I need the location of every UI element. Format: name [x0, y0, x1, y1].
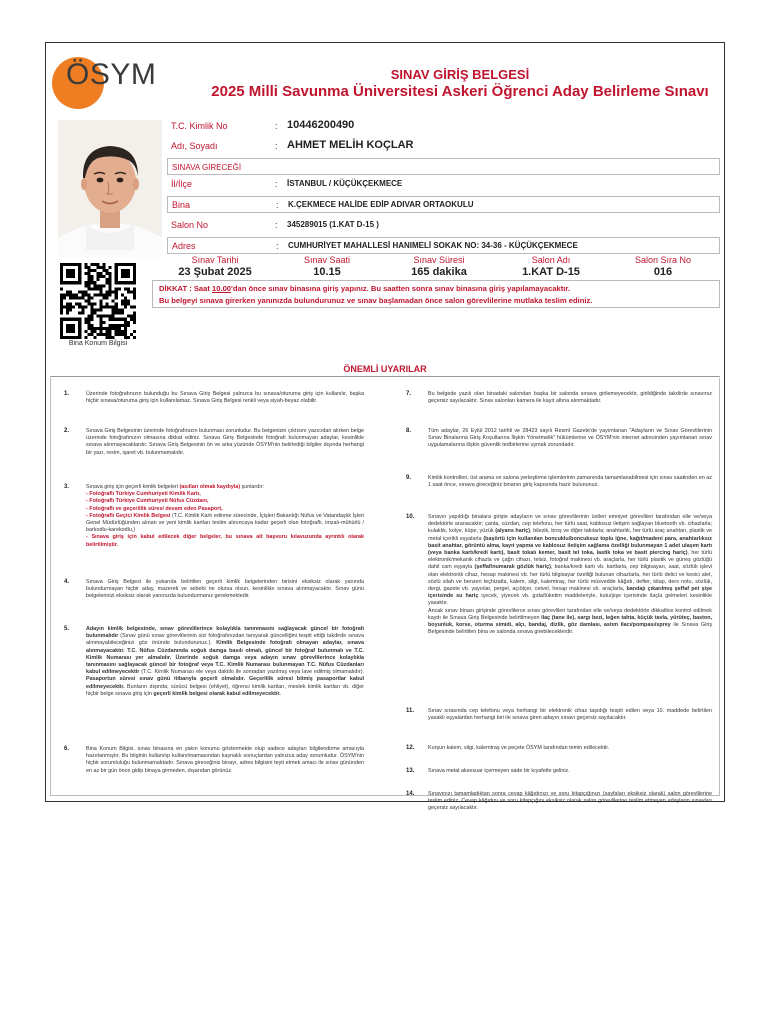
venue-section-heading: SINAVA GİRECEĞİ	[167, 158, 720, 175]
address-colon: :	[276, 241, 279, 251]
exam-date-value: 23 Şubat 2025	[178, 266, 252, 278]
city-value: İSTANBUL / KÜÇÜKÇEKMECE	[287, 179, 403, 188]
room-colon: :	[275, 220, 278, 230]
id-docs-note: (asılları olmak kaydıyla)	[179, 484, 241, 490]
attention-time: 10.00	[212, 284, 232, 293]
warning-text-plain: içecek, yiyecek vb. gıda/tüketim maddeleriyle, kutu/şişe içerisinde ilaçla gelmeleri kesinlikle yasaktır. Ancak sınav binası girişinde görevlilerce sınav görevlileri tarafından elle ve/veya dedektörle dikkatlice kontrol edilmek kaydı ile Sınava Giriş Belgesinde belirtilmeyen	[428, 593, 712, 621]
exam-duration-value: 165 dakika	[411, 266, 467, 278]
document-title: SINAV GİRİŞ BELGESİ	[390, 67, 530, 82]
warning-number: 9.	[406, 475, 412, 481]
warning-text-bold: Kimlik Belgesinde fotoğrafı olmayan adaylar, sınava alınmayacaktır. T.C. Nüfus Cüzdanında soğuk damga basılı olmalı, güncel bir fotoğraf bulunmalı ve T.C. Kimlik Numarası yer almalıdır. Üzerinde soğuk damga veya adayın sınav görevlilerince kolaylıkla tanınmasını sağlayacak güncel bir fotoğraf veya T.C. Kimlik Numarası bulunmayan T.C. Nüfus Cüzdanları kabul edilmeyecektir	[86, 640, 365, 676]
warning-text-bold: ilaç (tane ile), sargı bezi, leğen tahta, küçük tavla, yürüteç, baston, boyunluk, korse, oturma simidi, alçı, bandaj, dizlik, göz damlası, astım ilacı/pompası/sprey	[428, 614, 712, 629]
seat-number-value: 016	[653, 266, 673, 278]
warning-text	[428, 514, 712, 636]
exam-time	[272, 255, 382, 278]
attention-line-1	[159, 283, 713, 295]
warning-text-plain: Sınavın yapıldığı binalara girişte adayların ve sınav görevlilerinin üstleri emniyet görevlileri tarafından elle ve/veya dedektörle aranacaktır; çanta, cüzdan, cep telefonu, her türlü saat, kablosuz iletişim sağlayan bluetooth vb. cihazlarla; kulaklık, kolye, küpe, yüzük	[428, 514, 712, 535]
warning-text: Sınava Giriş Belgesinin üzerinde fotoğrafınızın bulunması zorunludur. Bu belgenizin çıktısını yazıcıdan alırken belge üzerinde fotoğrafınızın olmasına dikkat ediniz. Sınava Giriş Belgesinde fotoğrafı bulunmayan adaylar, kesinlikle sınava alınmayacaklardır. Sınava Giriş Belgesinin ön ve arka yüzünde ÖSYM'nin belirlediği bilgiler dışında herhangi bir yazı, resim, işaret vb. bulunmamalıdır.	[86, 428, 364, 456]
city-row	[167, 176, 720, 193]
tc-row	[167, 118, 720, 135]
warning-text: Üzerinde fotoğrafınızın bulunduğu bu Sınava Giriş Belgesi yalnızca bu sınava/oturuma giriş için kullanılır, başka hiçbir sınava/oturuma giriş için kullanılamaz. Sınava Giriş Belgesi renkli veya siyah-beyaz olabilir.	[86, 391, 364, 405]
warning-number: 13.	[406, 768, 415, 774]
exam-date-label: Sınav Tarihi	[191, 255, 239, 265]
warning-text: Sınava metal aksesuar içermeyen sade bir kıyafetle geliniz.	[428, 768, 570, 774]
warning-text-plain: , banka/kredi kartı vb. kartlarla, cep bilgisayarı, saat, sözlük işlevi olan elektronik cihaz, hesap makinesi vb. her türlü bilgisayar özelliği bulunan cihazlarla, her türlü delici ve kesici alet, sözlü silah ve benzeri teçhizatla, kalem, silgi, kalemtraş, her türlü müsvedde kâğıdı, defter, kitap, ders notu, sözlük, dergi, gazete vb. yayınlar, pergel, açıölçer, cetvel, hesap makinesi vb. araçlarla,	[428, 564, 712, 593]
address-row	[167, 237, 720, 254]
warning-text-bold: Adayın kimlik belgesinde, sınav görevlilerince kolaylıkla tanınmasını sağlayacak güncel bir fotoğrafı bulunmalıdır	[86, 626, 364, 640]
name-value: AHMET MELİH KOÇLAR	[287, 139, 414, 151]
warning-text	[86, 626, 364, 698]
seat-number-label: Salon Sıra No	[634, 255, 692, 265]
city-colon: :	[275, 179, 278, 189]
id-doc-item: - Fotoğraflı Türkiye Cumhuriyeti Kimlik Kartı,	[86, 491, 201, 498]
warning-number: 8.	[406, 428, 412, 434]
warning-text-bold: (şeffaf/numaralı gözlük hariç)	[474, 564, 551, 571]
warning-text: Sınavınızı tamamladıktan sonra cevap kâğıdınızı ve soru kitapçığınızı (sayfaları eksiksiz olarak) salon görevlilerine teslim ediniz. Cevap kâğıdını ve soru kitapçığını eksiksiz olarak salon görevlilerine teslim etmeyen adayların sınavları geçersiz sayılacaktır.	[428, 791, 712, 812]
warning-text: Kurşun kalem, silgi, kalemtraş ve peçete ÖSYM tarafından temin edilecektir.	[428, 745, 610, 751]
warning-text: Tüm adaylar, 26 Eylül 2012 tarihli ve 28423 sayılı Resmî Gazete'de yayımlanan "Adayların ve Sınav Görevlilerinin Sınav Binalarına Giriş Koşullarına İlişkin Yönetmelik" hükümlerine ve ÖSYM'nin internet adresinden yayımlanan sınav uygulamalarına ilişkin güvenlik tedbirlerine uymak zorundadır.	[428, 428, 712, 449]
warnings-title: ÖNEMLİ UYARILAR	[343, 364, 427, 374]
room-name	[496, 255, 606, 278]
warning-text	[86, 484, 364, 549]
warning-text: Sınav sırasında cep telefonu veya herhangi bir elektronik cihaz taşıdığı tespit edilen veya 10. maddede belirtilen yasaklı eşyalardan herhangi biri ile sınava giren adayın sınavı geçersiz sayılacaktır.	[428, 708, 712, 722]
warning-text: Bina Konum Bilgisi, sınav binasına en yakın konumu göstermekte olup sadece adayları bilgilendirme amacıyla hazırlanmıştır. Bu bilginin kullanılıp kullanılmamasından kaynaklı sonuçlardan yalnızca aday sorumludur. ÖSYM'nin hiçbir sorumluluğu bulunmamaktadır. Sınava gireceğiniz binayı, adres bilgisini teyit etmek amacı ile sınav gününden en az bir gün önce gidip binaya girmeden, dışarıdan görünüz.	[86, 746, 364, 774]
city-label: İl/İlçe	[171, 179, 193, 189]
warning-number: 3.	[64, 484, 70, 490]
exam-name: 2025 Milli Savunma Üniversitesi Askeri Öğrenci Aday Belirleme Sınavı	[211, 83, 709, 100]
id-doc-item: - Fotoğraflı Geçici Kimlik Belgesi	[86, 512, 171, 519]
address-value: CUMHURİYET MAHALLESİ HANIMELİ SOKAK NO: 34-36 - KÜÇÜKÇEKMECE	[288, 241, 578, 250]
attention-suffix: 'dan önce sınav binasına giriş yapınız. Bu saatten sonra sınav binasına giriş yapılamayacaktır.	[231, 284, 571, 293]
location-qr-code[interactable]	[58, 263, 138, 339]
tc-value: 10446200490	[287, 119, 355, 131]
warning-text-bold: (başörtü için kullanılan boncuklu/boncuksuz toplu iğne, kağıt/madeni para, anahtarlıksız basit anahtar, görüntü alma, kayıt yapma ve kablosuz iletişim sağlama özelliği bulunmayan 1 adet ulaşım kartı (veya banka kartı/kredi kartı), basit tokalı kemer, basit tel toka, lastik toka ve basit piercing hariç)	[428, 535, 712, 557]
room-name-label: Salon Adı	[531, 255, 571, 265]
warning-number: 10.	[406, 514, 415, 520]
exam-date	[160, 255, 270, 278]
id-doc-item: - Fotoğraflı ve geçerlilik süresi devam eden Pasaport,	[86, 505, 223, 512]
id-doc-item: - Fotoğraflı Türkiye Cumhuriyeti Nüfus Cüzdanı,	[86, 498, 209, 505]
warning-number: 1.	[64, 391, 70, 397]
room-label: Salon No	[171, 220, 209, 230]
warning-text-bold: Pasaportun süresi sınav günü itibarıyla geçerli olmalıdır. Geçerlilik süresi bitmiş pasaportlar kabul edilmeyecektir.	[86, 676, 364, 690]
qr-caption: Bina Konum Bilgisi	[68, 340, 128, 347]
id-docs-lead: Sınava giriş için geçerli kimlik belgeleri	[86, 484, 180, 490]
warning-text: Sınava Giriş Belgesi ile yukarıda belirtilen geçerli kimlik belgelerinden birisini eksiksiz olarak yanında bulundurmayan hiçbir aday, mazereti ve sebebi ne olursa olsun, kesinlikle sınava alınmayacaktır. Sınav günü belgelerinizi eksiksiz olarak yanınızda bulundurmanız gerekmektedir.	[86, 579, 364, 600]
attention-line-2: Bu belgeyi sınava girerken yanınızda bulundurunuz ve sınav başlamadan önce salon görevlilerine mutlaka teslim ediniz.	[159, 296, 593, 305]
name-row	[167, 138, 720, 155]
warning-text-plain: Bunların dışında; sürücü belgesi (ehliyet), öğrenci kimlik kartları, meslek kimlik kartları vb. diğer hiçbir belge sınava giriş için	[86, 683, 364, 697]
candidate-photo	[58, 120, 162, 257]
exam-time-value: 10.15	[313, 266, 341, 278]
building-colon: :	[276, 200, 279, 210]
warning-text-plain: , her türlü elektronik/mekanik cihazla ve çağrı cihazı, telsiz, fotoğraf makinesi vb. araçlarla, her türlü plastik ve güneş gözlüğü dahil cam eşyayla	[428, 550, 712, 571]
id-doc-item-detail: (T.C. Kimlik Kartı edinme sürecinde, İçişleri Bakanlığı Nüfus ve Vatandaşlık İşleri Genel Müdürlüğünden alınan ve yeni kimlik kartları teslim alınıncaya kadar geçerli olan fotoğraflı, imzalı-mühürlü / barkodlu-karekodlu,)	[86, 512, 364, 534]
exam-duration-label: Sınav Süresi	[413, 255, 465, 265]
tc-colon: :	[275, 121, 278, 131]
name-label: Adı, Soyadı	[171, 141, 218, 151]
warning-number: 11.	[406, 708, 415, 714]
name-colon: :	[275, 141, 278, 151]
warning-text-bold: (alyans hariç)	[495, 528, 531, 535]
attention-notice	[152, 280, 720, 308]
room-value: 345289015 (1.KAT D-15 )	[287, 220, 379, 229]
warning-number: 6.	[64, 746, 70, 752]
warning-text-bold: bandajı çıkarılmış şeffaf pet şişe içerisinde su hariç	[428, 586, 712, 600]
osym-logo: ÖSYM	[66, 58, 157, 91]
id-docs-other-note: - Sınava giriş için kabul edilecek diğer belgeler, bu sınava ait başvuru kılavuzunda ayrıntılı olarak belirtilmiştir.	[86, 534, 364, 548]
tc-label: T.C. Kimlik No	[171, 121, 228, 131]
room-row	[167, 217, 720, 234]
warning-text-plain: ile Sınava Giriş Belgesinde belirtilen bina ve salonda sınava girebileceklerdir.	[428, 622, 713, 636]
address-label: Adres	[172, 241, 196, 251]
warning-number: 4.	[64, 579, 70, 585]
exam-duration	[384, 255, 494, 278]
warning-text-plain: (Sınav günü sınav görevlilerinin sizi fotoğrafınızdan tanıyarak güncelliğini tespit ettiği takdirde sınava alınmayabileceğinizi göz önünde bulundurunuz.).	[86, 633, 364, 647]
seat-number	[608, 255, 718, 278]
warning-number: 5.	[64, 626, 70, 632]
building-label: Bina	[172, 200, 191, 210]
id-docs-lead-end: şunlardır:	[240, 484, 264, 490]
warning-text-bold: geçerli kimlik belgesi olarak kabul edilmeyecektir.	[153, 690, 281, 697]
warning-text-plain: , bilezik, broş ve diğer takılarla; anahtarlık, her türlü araç anahtarı, plastik ve metal içerikli eşyalarla	[428, 528, 712, 542]
attention-prefix: DİKKAT : Saat	[159, 284, 213, 293]
room-name-value: 1.KAT D-15	[522, 266, 580, 278]
warning-text: Bu belgede yazılı olan binadaki salondan başka bir salonda sınava girilemeyecektir, girildiğinde takdirde sınavınız geçersiz sayılacaktır. Sınav salonları kamera ile kayıt altına alınmaktadır.	[428, 391, 712, 405]
building-row	[167, 196, 720, 213]
warning-number: 7.	[406, 391, 412, 397]
warning-number: 14.	[406, 791, 415, 797]
building-value: K.ÇEKMECE HALİDE EDİP ADIVAR ORTAOKULU	[288, 200, 474, 209]
warning-text: Kimlik kontrolleri, üst arama ve salona yerleştirme işlemlerinin zamanında tamamlanabilmesi için sınav saatinden en az 1 saat önce, sınava gireceğiniz binanın giriş kapısında hazır bulununuz.	[428, 475, 712, 489]
warning-number: 12.	[406, 745, 415, 751]
warning-number: 2.	[64, 428, 70, 434]
warning-text-plain: (T.C. Kimlik Numarası ele veya daktilo ile sonradan yazılmış veya lave edilmiş olmamalıdır).	[139, 669, 364, 676]
warnings-divider	[50, 376, 720, 377]
exam-time-label: Sınav Saati	[303, 255, 351, 265]
